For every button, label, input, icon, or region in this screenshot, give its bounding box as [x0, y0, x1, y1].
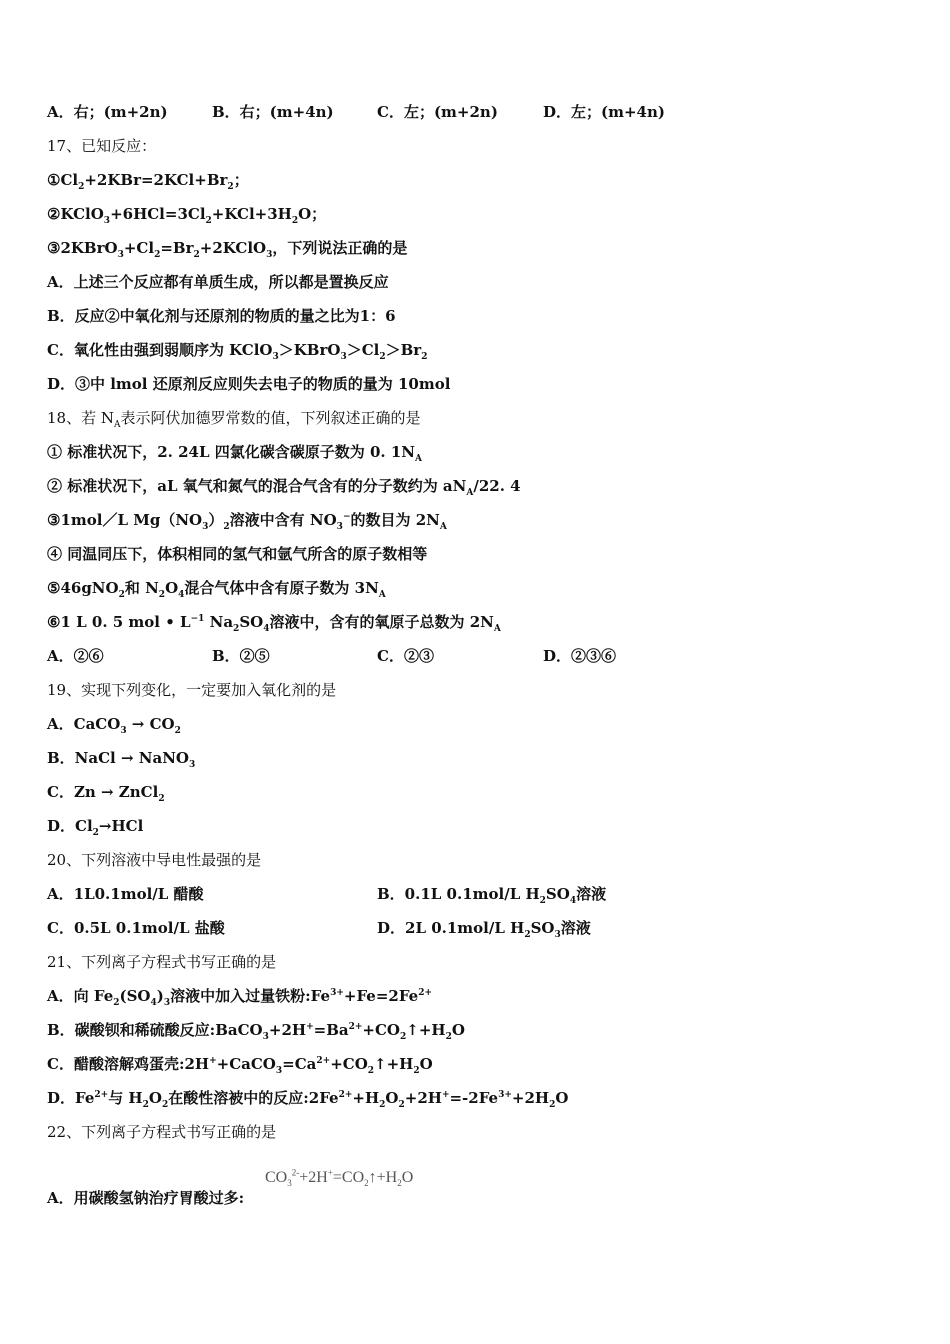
q17-reaction-2: $②KClO_3+6HCl=3Cl_2+KCl+3H_2O$；: [47, 205, 327, 226]
q18-statement-3: ③1mol／L $Mg(NO_3)_2$溶液中含有 $NO_3^-$的数目为 $2N_A$: [47, 511, 447, 532]
q18-statement-6: ⑥1 L 0. 5 mol • $L^{-1}$ $Na_2SO_4$溶液中，含有的氧原子总数为 $2N_A$: [47, 613, 501, 634]
q18-stem: 18、若 $N_A$表示阿伏加德罗常数的值，下列叙述正确的是: [47, 409, 421, 430]
q17-option-b: B．反应②中氧化剂与还原剂的物质的量之比为1：6: [47, 307, 396, 325]
q17-reaction-3: $③2KBrO_3+Cl_2=Br_2+2KClO_3$，下列说法正确的是: [47, 239, 408, 260]
q16-option-b: B．右；(m+4n): [212, 103, 334, 121]
q22-option-a: A．用碳酸氢钠治疗胃酸过多:: [47, 1189, 245, 1207]
q20-option-a: A．1L0.1mol/L 醋酸: [47, 885, 204, 903]
q18-statement-1: ① 标准状况下，2. 24L 四氯化碳含碳原子数为 0. $1N_A$: [47, 443, 422, 464]
q18-option-b: B．②⑤: [212, 647, 270, 665]
q21-stem: 21、下列离子方程式书写正确的是: [47, 953, 277, 971]
q17-reaction-1: $①Cl_2+2KBr=2KCl+Br_2$；: [47, 171, 249, 192]
q20-option-d: D．2L 0.1mol/L $H_2SO_3$溶液: [377, 919, 591, 940]
q18-option-a: A．②⑥: [47, 647, 104, 665]
q18-statement-4: ④ 同温同压下，体积相同的氢气和氩气所含的原子数相等: [47, 545, 428, 563]
q16-option-c: C．左；(m+2n): [377, 103, 498, 121]
q19-option-c: C．Zn → ZnCl$_2$: [47, 783, 165, 804]
q16-option-a: A．右；(m+2n): [47, 103, 168, 121]
q18-statement-5: ⑤46gNO$_2$和 $N_2O_4$混合气体中含有原子数为 $3N_A$: [47, 579, 386, 600]
q20-option-b: B．0.1L 0.1mol/L $H_2SO_4$溶液: [377, 885, 607, 906]
q18-statement-2: ② 标准状况下，aL 氧气和氮气的混合气含有的分子数约为 $aN_A/22$. 4: [47, 477, 521, 498]
q17-option-d: D．③中 lmol 还原剂反应则失去电子的物质的量为 10mol: [47, 375, 451, 393]
q19-option-b: B．NaCl → NaNO$_3$: [47, 749, 196, 770]
q16-option-d: D．左；(m+4n): [543, 103, 665, 121]
q22-option-a-formula: $CO_3^{2-}+2H^+=CO_2↑+H_2O$: [265, 1167, 414, 1189]
q21-option-d: D．$Fe^{2+}$与 $H_2O_2$在酸性溶被中的反应$:2Fe^{2+}+H_2O_2+2H^+=-2Fe^{3+}+2H_2O$: [47, 1089, 569, 1110]
q20-stem: 20、下列溶液中导电性最强的是: [47, 851, 262, 869]
q18-option-c: C．②③: [377, 647, 434, 665]
q22-stem: 22、下列离子方程式书写正确的是: [47, 1123, 277, 1141]
q17-option-a: A．上述三个反应都有单质生成，所以都是置换反应: [47, 273, 389, 291]
q19-option-d: D．$Cl_2\to HCl$: [47, 817, 144, 838]
q20-option-c: C．0.5L 0.1mol/L 盐酸: [47, 919, 225, 937]
q21-option-a: A．向 $Fe_2(SO_4)_3$溶液中加入过量铁粉$:Fe^{3+}+Fe=2Fe^{2+}$: [47, 987, 433, 1008]
q17-stem: 17、已知反应：: [47, 137, 157, 155]
q19-option-a: A．CaCO$_3$ → $CO_2$: [47, 715, 181, 736]
q18-option-d: D．②③⑥: [543, 647, 617, 665]
q19-stem: 19、实现下列变化，一定要加入氧化剂的是: [47, 681, 337, 699]
q21-option-c: C．醋酸溶解鸡蛋壳$:2H^++CaCO_3=Ca^{2+}+CO_2↑+H_2O$: [47, 1055, 433, 1076]
q17-option-c: C．氧化性由强到弱顺序为 $KClO_3>KBrO_3>Cl_2>Br_2$: [47, 341, 428, 362]
q21-option-b: B．碳酸钡和稀硫酸反应$:BaCO_3+2H^+=Ba^{2+}+CO_2↑+H_2O$: [47, 1021, 465, 1042]
